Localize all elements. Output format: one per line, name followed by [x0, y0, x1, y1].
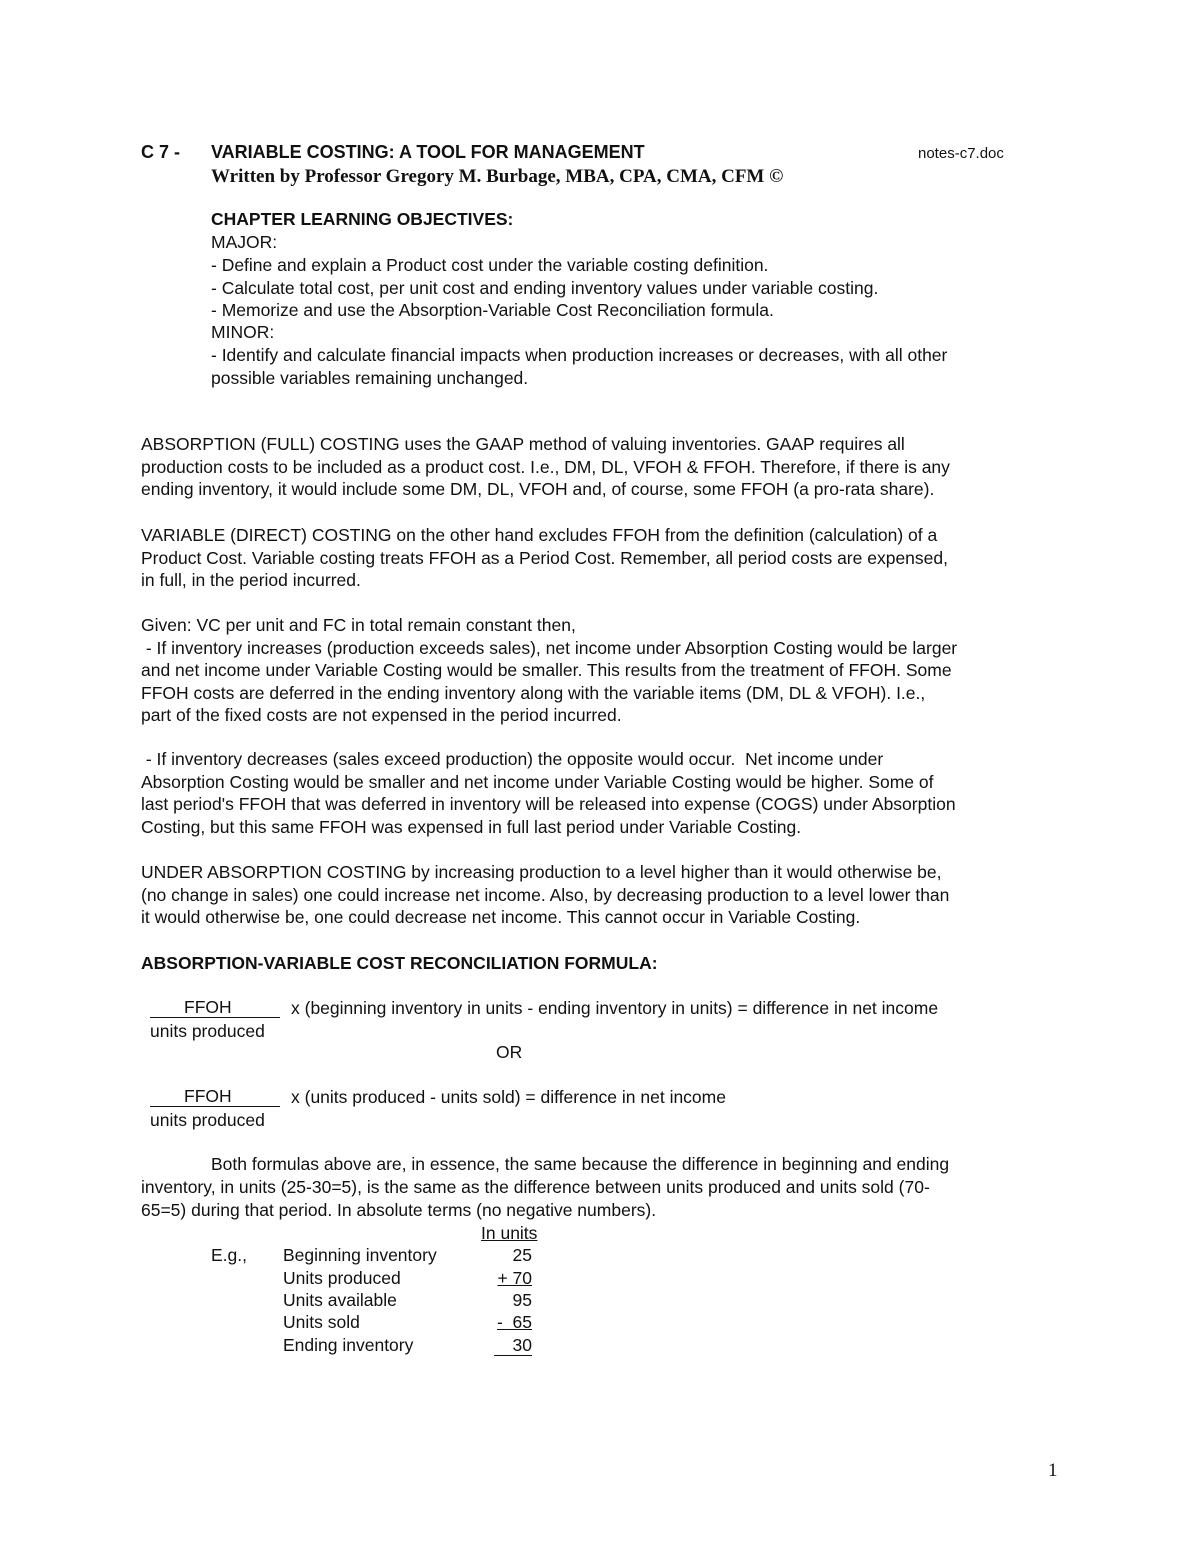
- paragraph-line: VARIABLE (DIRECT) COSTING on the other hand excludes FFOH from the definition (calculation) of a: [141, 525, 938, 545]
- explanation-line: 65=5) during that period. In absolute terms (no negative numbers).: [141, 1200, 657, 1220]
- paragraph-line: - If inventory decreases (sales exceed production) the opposite would occur. Net income under: [141, 749, 884, 769]
- major-objective: - Define and explain a Product cost under the variable costing definition.: [211, 255, 769, 275]
- chapter-number: C 7 -: [141, 142, 181, 162]
- given-paragraph: [141, 614, 1071, 727]
- table-header: In units: [481, 1223, 538, 1243]
- author-line: Written by Professor Gregory M. Burbage, MBA, CPA, CMA, CFM ©: [211, 166, 784, 187]
- table-row-label: Beginning inventory: [283, 1245, 437, 1265]
- paragraph-line: ending inventory, it would include some DM, DL, VFOH and, of course, some FFOH (a pro-rata share).: [141, 479, 935, 500]
- paragraph-line: UNDER ABSORPTION COSTING by increasing production to a level higher than it would otherwise be,: [141, 862, 942, 882]
- table-row-value: + 70: [497, 1268, 532, 1288]
- paragraph-line: in full, in the period incurred.: [141, 570, 361, 591]
- minor-objective: - Identify and calculate financial impacts when production increases or decreases, with all other: [211, 345, 948, 365]
- table-row-value: 95: [512, 1290, 532, 1310]
- paragraph-line: Costing, but this same FFOH was expensed in full last period under Variable Costing.: [141, 816, 802, 837]
- example-label: E.g.,: [211, 1245, 247, 1265]
- paragraph-line: last period's FFOH that was deferred in inventory will be released into expense (COGS) under Absorption: [141, 794, 956, 815]
- paragraph-line: FFOH costs are deferred in the ending inventory along with the variable items (DM, DL & VFOH). I.e.,: [141, 682, 926, 703]
- table-row-label: Units sold: [283, 1312, 360, 1332]
- paragraph-line: - If inventory increases (production exceeds sales), net income under Absorption Costing would be larger: [141, 637, 958, 658]
- paragraph-line: it would otherwise be, one could decrease net income. This cannot occur in Variable Costing.: [141, 907, 861, 928]
- paragraph-line: production costs to be included as a product cost. I.e., DM, DL, VFOH & FFOH. Therefore, if there is any: [141, 456, 950, 477]
- page-title: VARIABLE COSTING: A TOOL FOR MANAGEMENT: [211, 142, 645, 162]
- minor-objective: possible variables remaining unchanged.: [211, 368, 529, 388]
- formula-1-expression: x (beginning inventory in units - ending inventory in units) = difference in net income: [291, 998, 939, 1018]
- table-row-label: Ending inventory: [283, 1335, 414, 1355]
- page-number: 1: [1048, 1460, 1058, 1481]
- formula-fraction-numerator: [150, 998, 280, 1018]
- formula-heading: ABSORPTION-VARIABLE COST RECONCILIATION FORMULA:: [141, 953, 658, 973]
- table-row-value: [482, 1334, 532, 1357]
- file-name: notes-c7.doc: [918, 145, 1004, 162]
- paragraph-line: part of the fixed costs are not expensed in the period incurred.: [141, 705, 622, 726]
- major-objective: - Memorize and use the Absorption-Variable Cost Reconciliation formula.: [211, 300, 774, 320]
- paragraph-line: Product Cost. Variable costing treats FFOH as a Period Cost. Remember, all period costs are expensed,: [141, 547, 948, 568]
- absorption-paragraph: [141, 433, 1071, 501]
- explanation-line: Both formulas above are, in essence, the same because the difference in beginning and ending: [211, 1154, 950, 1174]
- explanation-line: inventory, in units (25-30=5), is the same as the difference between units produced and units sold (70-: [141, 1177, 930, 1197]
- objectives-heading: CHAPTER LEARNING OBJECTIVES:: [211, 209, 514, 229]
- paragraph-line: Given: VC per unit and FC in total remain constant then,: [141, 615, 576, 635]
- major-label: MAJOR:: [211, 232, 278, 252]
- numerator-text: FFOH: [184, 997, 232, 1017]
- table-row-label: Units available: [283, 1290, 397, 1310]
- table-row-value: - 65: [496, 1312, 532, 1332]
- formula-2-expression: x (units produced - units sold) = difference in net income: [291, 1087, 726, 1107]
- paragraph-line: ABSORPTION (FULL) COSTING uses the GAAP method of valuing inventories. GAAP requires all: [141, 434, 905, 454]
- decrease-paragraph: [141, 748, 1071, 838]
- paragraph-line: Absorption Costing would be smaller and net income under Variable Costing would be higher. Some of: [141, 771, 934, 792]
- paragraph-line: (no change in sales) one could increase net income. Also, by decreasing production to a level lower than: [141, 884, 950, 905]
- table-row-label: Units produced: [283, 1268, 401, 1288]
- variable-paragraph: [141, 524, 1071, 592]
- formula-fraction-denominator: units produced: [150, 1021, 265, 1041]
- table-row-value: 25: [512, 1245, 532, 1265]
- numerator-text: FFOH: [184, 1086, 232, 1106]
- major-objective: - Calculate total cost, per unit cost and ending inventory values under variable costing.: [211, 278, 879, 298]
- formula-fraction-denominator: units produced: [150, 1110, 265, 1130]
- minor-label: MINOR:: [211, 322, 275, 342]
- or-label: OR: [496, 1042, 523, 1062]
- double-underlined-total: 30: [494, 1336, 532, 1356]
- formula-fraction-numerator: [150, 1087, 280, 1107]
- paragraph-line: and net income under Variable Costing would be smaller. This results from the treatment of FFOH. Some: [141, 660, 952, 681]
- under-absorption-paragraph: [141, 861, 1071, 929]
